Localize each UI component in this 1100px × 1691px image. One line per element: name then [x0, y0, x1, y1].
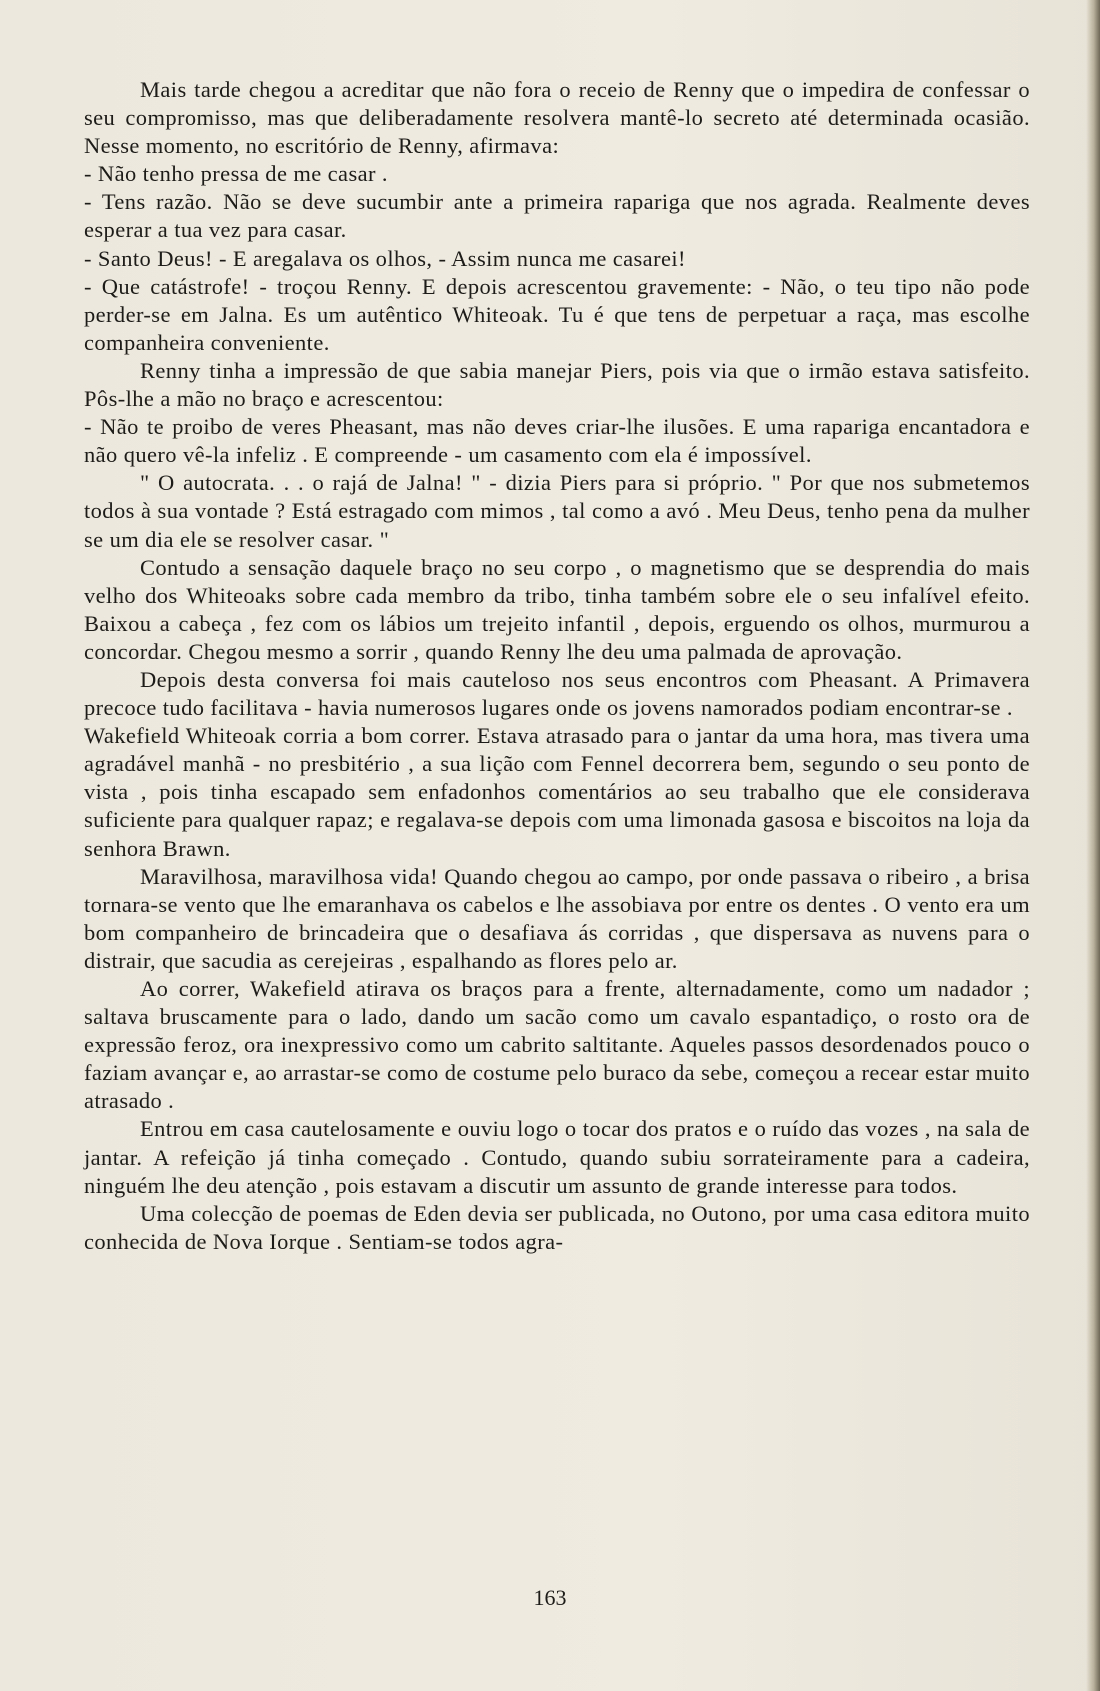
paragraph: - Não te proibo de veres Pheasant, mas não deves criar-lhe ilusões. E uma rapariga encantadora e não quero vê-la infeliz . E compreende - um casamento com ela é impossível. [84, 414, 1030, 468]
page-number: 163 [533, 1585, 567, 1610]
paragraph: " O autocrata. . . o rajá de Jalna! " - dizia Piers para si próprio. " Por que nos submetemos todos à sua vontade ? Está estragado com mimos , tal como a avó . Meu Deus, tenho pena da mulher se um dia ele se resolver casar. " [84, 470, 1030, 552]
paragraph: Entrou em casa cautelosamente e ouviu logo o tocar dos pratos e o ruído das vozes , na sala de jantar. A refeição já tinha começado . Contudo, quando subiu sorrateiramente para a cadeira, ninguém lhe deu atenção , pois estavam a discutir um assunto de grande interesse para todos. [84, 1116, 1030, 1198]
paragraph: Mais tarde chegou a acreditar que não fora o receio de Renny que o impedira de confessar o seu compromisso, mas que deliberadamente resolvera mantê-lo secreto até determinada ocasião. Nesse momento, no escritório de Renny, afirmava: [84, 77, 1030, 159]
paragraph: - Tens razão. Não se deve sucumbir ante a primeira rapariga que nos agrada. Realmente deves esperar a tua vez para casar. [84, 189, 1030, 243]
paragraph: Depois desta conversa foi mais cauteloso nos seus encontros com Pheasant. A Primavera precoce tudo facilitava - havia numerosos lugares onde os jovens namorados podiam encontrar-se . [84, 666, 1030, 721]
paragraph: - Não tenho pressa de me casar . [84, 161, 388, 187]
paragraph: Wakefield Whiteoak corria a bom correr. Estava atrasado para o jantar da uma hora, mas tivera uma agradável manhã - no presbitério , a sua lição com Fennel decorrera bem, segundo o seu ponto de vista , pois tinha escapado sem enfadonhos comentários ao seu trabalho que ele considerava suficiente para qualquer rapaz; e regalava-se depois com uma limonada gasosa e biscoitos na loja da senhora Brawn. [84, 723, 1030, 861]
paragraph: - Que catástrofe! - troçou Renny. E depois acrescentou gravemente: - Não, o teu tipo não pode perder-se em Jalna. Es um autêntico Whiteoak. Tu é que tens de perpetuar a raça, mas escolhe companheira conveniente. [84, 273, 1030, 355]
paragraph: Contudo a sensação daquele braço no seu corpo , o magnetismo que se desprendia do mais velho dos Whiteoaks sobre cada membro da tribo, tinha também sobre ele o seu infalível efeito. Baixou a cabeça , fez com os lábios um trejeito infantil , depois, erguendo os olhos, murmurou a concordar. Chegou mesmo a sorrir , quando Renny lhe deu uma palmada de aprovação. [84, 554, 1030, 664]
paragraph: Maravilhosa, maravilhosa vida! Quando chegou ao campo, por onde passava o ribeiro , a brisa tornara-se vento que lhe emaranhava os cabelos e lhe assobiava por entre os dentes . O vento era um bom companheiro de brincadeira que o desafiava ás corridas , que dispersava as nuvens para o distrair, que sacudia as cerejeiras , espalhando as flores pelo ar. [84, 863, 1030, 973]
paragraph: Ao correr, Wakefield atirava os braços para a frente, alternadamente, como um nadador ; saltava bruscamente para o lado, dando um sacão como um cavalo espantadiço, o rosto ora de expressão feroz, ora inexpressivo como um cabrito saltitante. Aqueles passos desordenados pouco o faziam avançar e, ao arrastar-se como de costume pelo buraco da sebe, começou a recear estar muito atrasado . [84, 976, 1030, 1114]
book-spine-shadow [1086, 0, 1100, 1691]
paragraph: Uma colecção de poemas de Eden devia ser publicada, no Outono, por uma casa editora muito conhecida de Nova Iorque . Sentiam-se todos agra- [84, 1200, 1030, 1254]
paragraph: - Santo Deus! - E aregalava os olhos, - Assim nunca me casarei! [84, 245, 686, 271]
paragraph: Renny tinha a impressão de que sabia manejar Piers, pois via que o irmão estava satisfeito. Pôs-lhe a mão no braço e acrescentou: [84, 357, 1030, 412]
body-text [84, 76, 1030, 1256]
